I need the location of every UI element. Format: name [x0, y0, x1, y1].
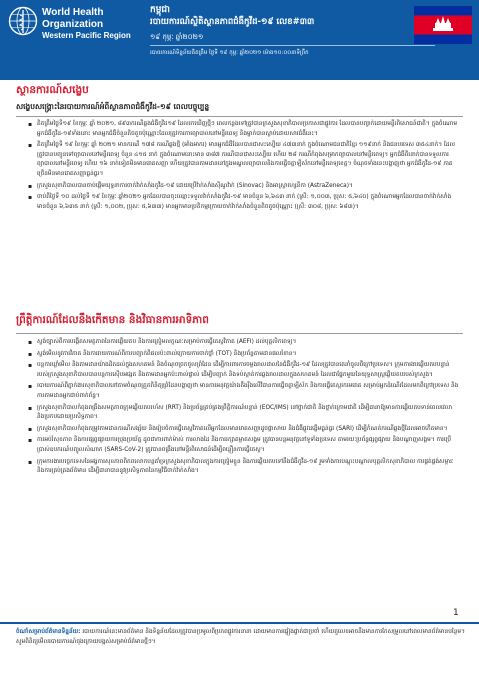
list-item: ▪ គិតត្រឹមថ្ងៃទី១៩ ខែកុម្ភៈ ឆ្នាំ ២០២១, ៨៩៣ករណីឆ្លងជំងឺកូវីដ១៩ ដែលរកឃើញថ្មីៗ ពេលកន្លងទៅត្រូវបានក្រសួងសុខាភិបាលប្រកាសជាផ្លូវការ ដែលបានបញ្ជាក់ដោយមន្ទីរពិសោធន៍ជាតិ។ ក្នុងចំណោមអ្នកជំងឺកូវីដ-១៩ទាំងនោះ មានអ្នកជំងឺចំនួនតិចតួចប៉ុណ្ណោះដែលត្រូវការការព្យាបាលនៅមន្ទីរពេទ្យ និងម្នាក់បានស្លាប់ដោយសារជំងឺនេះ។ [28, 120, 460, 139]
list-item: ▪ ក្រសួងសុខាភិបាលកំពុងតម្រូវតាមដានករណីសង្ស័យ និងរៀបចំការធ្វើតេស្តវិភាគលើអ្នកដែលមានរោគសញ្ញាដូចផ្ដាសាយ និងជំងឺផ្លូវដង្ហើមធ្ងន់ធ្ងរ (SARI) ដើម្បីកំណត់ករណីឆ្លងថ្មីដែលអាចកើតមាន។ [28, 425, 460, 435]
page-header [0, 0, 479, 80]
section-divider [16, 116, 463, 117]
situation-bullet-list [28, 120, 460, 214]
org-name-line2: Organization [42, 19, 104, 30]
disclaimer-text: របាយការណ៍នេះមានព័ត៌មាន និងទិន្នន័យដែលត្រូវបានប្រមូលពីប្រភពផ្លូវការនានា ដោយមានការផ្ទៀងផ្ទាត់ជាប្រចាំ ហើយតួលេខអាចនឹងមានការកែសម្រួលនៅពេលមានព័ត៌មានបន្ថែម។ សូមពិនិត្យមើលរបាយការណ៍ចុងក្រោយបង្អស់សម្រាប់ព័ត៌មានថ្មីៗ។ [16, 629, 465, 645]
page-number: 1 [453, 608, 459, 618]
report-date: ១៩ កុម្ភៈ ឆ្នាំ២០២១ [150, 33, 204, 41]
country-name: កម្ពុជា [150, 5, 170, 15]
data-as-of: របាយការណ៍ទិន្នន័យគិតត្រឹម ថ្ងៃទី ១៩ កុម្ភៈ ឆ្នាំ២០២១ ម៉ោង១០:០០នាទីព្រឹក [150, 50, 309, 56]
org-name-line1: World Health [42, 7, 104, 18]
list-item: ▪ ស្ទង់មើលនូវការវិភាគ និងការរាយការណ៍ពីការបញ្ជាក់ពីផលប៉ះពាល់ក្រោយការចាក់ថ្នាំ (TOT) និងប្រព័ន្ធតាមដានផលរំខាន។ [28, 350, 460, 360]
list-item: ▪ របាយការណ៍ពីភ្នាក់ងារសុខាភិបាលនៅតាមចំណុចត្រួតពិនិត្យព្រំដែនបង្ហាញថា មានការអនុវត្តយ៉ាងតឹងរ៉ឹងលើវិធានការធ្វើចត្តាឡីស័ក និងការធ្វើតេស្តរកមេរោគ សម្រាប់អ្នកដំណើរដែលមកពីក្រៅប្រទេស និងការតាមដានអ្នកជាប់ពាក់ព័ន្ធ។ [28, 382, 460, 401]
who-emblem-icon [8, 6, 38, 36]
list-item: ▪ ក្រសួងសុខាភិបាលបានចាប់ផ្ដើមយុទ្ធនាការចាក់វ៉ាក់សាំងកូវីដ-១៩ ដោយប្រើវ៉ាក់សាំងស៊ីណូវ៉ាក់ (Sinovac) និងអាស្ត្រាហ្សេនីកា (AstraZeneca)។ [28, 182, 460, 192]
actions-bullet-list [28, 338, 460, 479]
list-item: ▪ ក្រសួងសុខាភិបាលកំពុងពង្រឹងសមត្ថភាពក្រុមឆ្លើយតបរហ័ស (RRT) និងប្រព័ន្ធគ្រប់គ្រងព្រឹត្តិការណ៍បន្ទាន់ (EOC/IMS) នៅថ្នាក់ជាតិ និងថ្នាក់ក្រោមជាតិ ដើម្បីធានាឱ្យមានការឆ្លើយតបទាន់ពេលវេលា និងប្រកបដោយប្រសិទ្ធភាព។ [28, 404, 460, 423]
who-wordmark [42, 7, 131, 41]
list-item: ▪ ក្រុមការងារបច្ចេកទេសនៃអង្គការសុខភាពពិភពលោកបន្តគាំទ្រក្រសួងសុខាភិបាលក្នុងការត្រៀមខ្លួន និងការឆ្លើយតបទៅនឹងជំងឺកូវីដ-១៩ រួមទាំងការបណ្ដុះបណ្ដាលបុគ្គលិកសុខាភិបាល ការផ្គត់ផ្គង់សម្ភារៈ និងការគ្រប់គ្រងព័ត៌មាន ដើម្បីធានាបាននូវប្រសិទ្ធភាពនៃកម្មវិធីចាក់វ៉ាក់សាំង។ [28, 458, 460, 477]
section-title-situation: ស្ថានការណ៍សង្ខេប [16, 84, 89, 96]
list-item: ▪ ស្ទង់ច្បាស់ពីការបង្កើតសមត្ថភាពនៃការឆ្លើយតប និងការត្រៀមលក្ខណៈសម្រាប់ការធ្វើតេស្តវិភាគ (AEFI) ដល់បុគ្គលិកពេទ្យ។ [28, 338, 460, 348]
section-divider [16, 333, 463, 334]
list-item: ▪ គិតត្រឹមថ្ងៃទី ១៩ ខែកុម្ភៈ ឆ្នាំ ២០២១ មានករណី ១៧៨ ករណីឆ្លងថ្មី (អាំងអាករ) មានអ្នកជំងឺដែលបានជាសះស្បើយ ៤៧៣នាក់ ក្នុងចំណោមជនជាតិខ្មែរ ១១៩នាក់ និងជនបរទេស ៣៥៤នាក់។ ដែលត្រូវបានបញ្ចូនទៅព្យាបាលនៅមន្ទីរពេទ្យ ចំនួន ៤១៥ នាក់ ក្នុងចំណោមនោះមាន ៣៨៧ ករណីបានជាសះស្បើយ ហើយ ២៨ ករណីកំពុងសម្រាកព្យាបាលនៅមន្ទីរពេទ្យ។ អ្នកជំងឺពីរនាក់បានទទួលការព្យាបាលនៅមន្ទីរពេទ្យ ហើយ ១៦ នាក់ទៀតមិនមានរោគសញ្ញា ហើយត្រូវបានតាមដាននៅក្នុងមណ្ឌលព្យាបាលនិងការធ្វើចត្តាឡីស័កនៅមន្ទីរពេទ្យខេត្ត។ ចំណុចទាំងនេះបង្ហាញថា អ្នកជំងឺកូវីដ-១៩ ភាគច្រើនមិនមានរោគសញ្ញាធ្ងន់ធ្ងរ។ [28, 141, 460, 179]
footer-disclaimer [16, 627, 466, 647]
list-item: ▪ បន្តការឃ្លាំមើល និងតាមដានយ៉ាងដិតដល់ក្នុងសហគមន៍ និងចំណុចច្រកចូលព្រំដែន ដើម្បីការពារការចម្លងរាលដាលនៃជំងឺកូវីដ-១៩ ដែលត្រូវបានគេនាំចូលពីក្រៅប្រទេស។ ក្រុមការងារឆ្លើយតបបន្ទាន់របស់ក្រសួងសុខាភិបាលបានបន្តការស៊ើបអង្កេត និងតាមដានអ្នកប៉ះពាល់ផ្ទាល់ ដើម្បីបញ្ជាក់ និងទប់ស្កាត់ការឆ្លងរាលដាលក្នុងសហគមន៍ ដែលជាផ្នែកមួយនៃយុទ្ធសាស្ត្រឆ្លើយតបរបស់ក្រសួង។ [28, 361, 460, 380]
cambodia-flag-icon [414, 6, 472, 44]
list-item: ▪ ការអប់រំសុខភាព និងការផ្សព្វផ្សាយការប្រុងប្រយ័ត្ន ដូចជាការពាក់ម៉ាស់ ការលាងដៃ និងការរក្សាគម្លាតសង្គម ត្រូវបានបន្តអនុវត្តនៅទូទាំងប្រទេស តាមរយៈប្រព័ន្ធផ្សព្វផ្សាយ និងបណ្ដាញសង្គម។ ការប្រើប្រាស់ឧបករណ៍បញ្ចូលសំណាក (SARS-CoV-2) ត្រូវបានពង្រឹងនៅមន្ទីរពិសោធន៍ដើម្បីពន្លឿនការធ្វើតេស្ត។ [28, 436, 460, 455]
footer-divider [0, 622, 479, 624]
disclaimer-label: ចំណាំសម្រាប់ព័ត៌មានទិន្នន័យ: [16, 629, 81, 635]
section-subtitle-situation: សង្ខេបសង្គ្រោះនៃរបាយការណ៍អំពីស្ថានភាពជំងឺកូវីដ-១៩ ពេលបច្ចុប្បន្ន [16, 102, 210, 111]
list-item: ▪ ចាប់ពីថ្ងៃទី ១០ ដល់ថ្ងៃទី ១៩ ខែកុម្ភៈ ឆ្នាំ២០២១ អ្នកដែលបានចុះឈ្មោះទទួលវ៉ាក់សាំងកូវីដ-១៩ មានចំនួន ៦,៦៤៣ នាក់ (ស្រី: ១,០០៣, ប្រុស: ៥,៦៤០) ក្នុងចំណោមអ្នកដែលបានចាក់វ៉ាក់សាំងមានចំនួន ៦,៦៣៥ នាក់ (ស្រី: ១,០០២, ប្រុស: ៥,៦៣៣) មានអ្នកមានប្រតិកម្មក្រោយចាក់វ៉ាក់សាំងចំនួនតិចតួចប៉ុណ្ណោះ (ស្រី: ៣០៨, ប្រុស: ៦៨៣)។ [28, 193, 460, 212]
report-title: របាយការណ៍ស្ថិតិស្ថានភាពជំងឺកូវីដ-១៩ លេខ#៣៣ [150, 17, 315, 27]
header-divider [150, 45, 435, 46]
org-region: Western Pacific Region [42, 31, 131, 40]
section-title-actions: ព្រឹត្តិការណ៍ដែលនឹងកើតមាន និងវិធានការអាទិភាព [16, 314, 209, 326]
